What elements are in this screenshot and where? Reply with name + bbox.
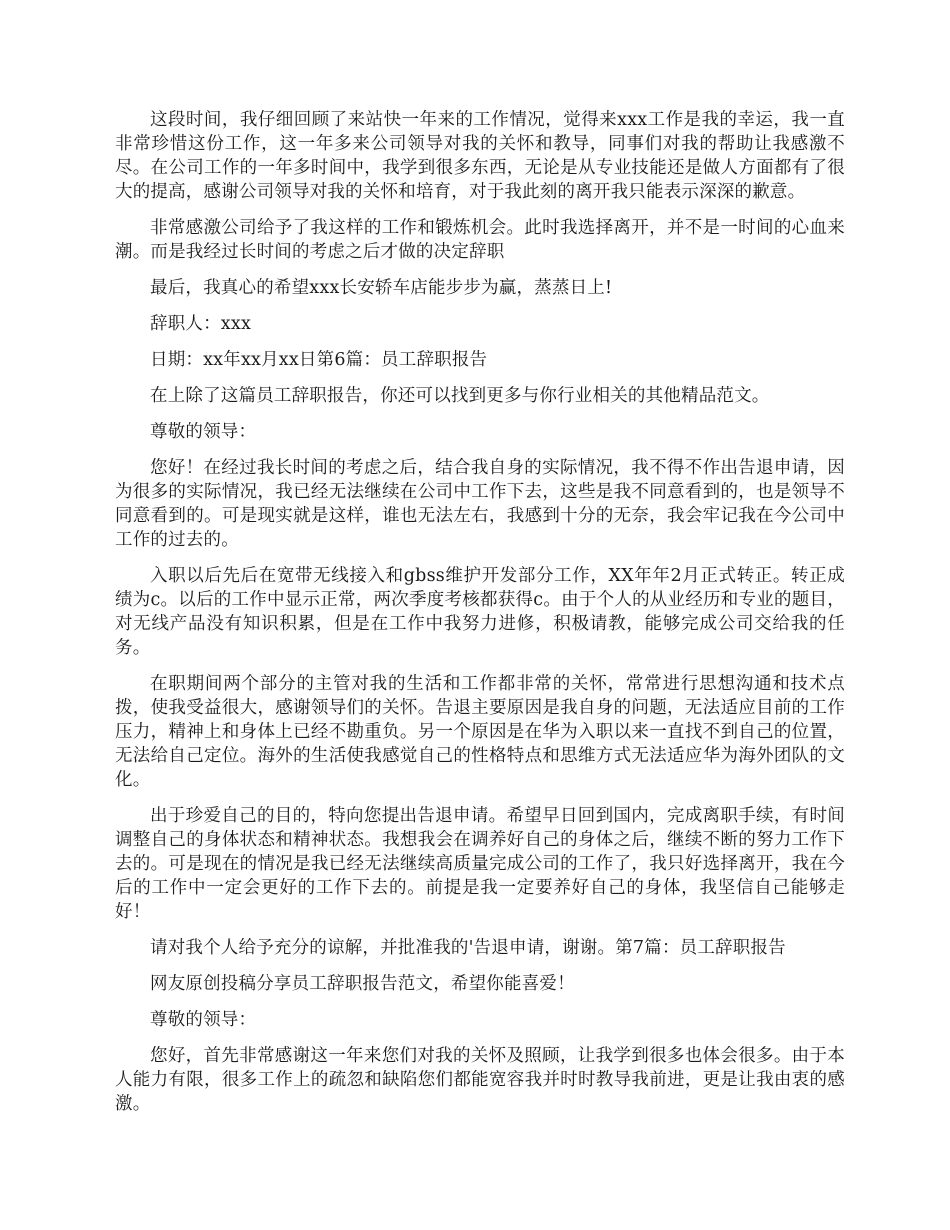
paragraph-thanks: 您好，首先非常感谢这一年来您们对我的关怀及照顾，让我学到很多也体会很多。由于本人能力有限，很多工作上的疏忽和缺陷您们都能宽容我并时时教导我前进，更是让我由衷的感激。 [115,1046,845,1114]
paragraph-request: 出于珍爱自己的目的，特向您提出告退申请。希望早日回到国内，完成离职手续，有时间调整自己的身体状态和精神状态。我想我会在调养好自己的身体之后，继续不断的努力工作下去的。可是现在的情况是我已经无法继续高质量完成公司的工作了，我只好选择离开，我在今后的工作中一定会更好的工作下去的。前提是我一定要养好自己的身体，我坚信自己能够走好！ [115,806,845,922]
paragraph-date: 日期：xx年xx月xx日第6篇：员工辞职报告 [150,350,488,370]
paragraph-closing: 请对我个人给予充分的谅解，并批准我的'告退申请，谢谢。第7篇：员工辞职报告 [150,938,786,958]
paragraph-reflection: 这段时间，我仔细回顾了来站快一年来的工作情况，觉得来xxx工作是我的幸运，我一直非常珍惜这份工作，这一年多来公司领导对我的关怀和教导，同事们对我的帮助让我感激不尽。在公司工作的一年多时间中，我学到很多东西，无论是从专业技能还是做人方面都有了很大的提高，感谢公司领导对我的关怀和培育，对于我此刻的离开我只能表示深深的歉意。 [115,110,845,202]
paragraph-wishes: 最后，我真心的希望xxx长安轿车店能步步为赢，蒸蒸日上! [150,278,613,298]
paragraph-work-history: 入职以后先后在宽带无线接入和gbss维护开发部分工作，XX年年2月正式转正。转正成绩为c。以后的工作中显示正常，两次季度考核都获得c。由于个人的从业经历和专业的题目，对无线产品没有知识积累，但是在工作中我努力进修，积极请教，能够完成公司交给我的任务。 [115,566,845,658]
paragraph-resigner: 辞职人：xxx [150,314,252,334]
document-body [115,108,845,1128]
paragraph-reasons: 在职期间两个部分的主管对我的生活和工作都非常的关怀，常常进行思想沟通和技术点拨，使我受益很大，感谢领导们的关怀。告退主要原因是我自身的问题，无法适应目前的工作压力，精神上和身体上已经不勘重负。另一个原因是在华为入职以来一直找不到自己的位置，无法给自己定位。海外的生活使我感觉自己的性格特点和思维方式无法适应华为海外团队的文化。 [115,674,845,790]
paragraph-greeting: 您好！在经过我长时间的考虑之后，结合我自身的实际情况，我不得不作出告退申请，因为很多的实际情况，我已经无法继续在公司中工作下去，这些是我不同意看到的，也是领导不同意看到的。可是现实就是这样，谁也无法左右，我感到十分的无奈，我会牢记我在今公司中工作的过去的。 [115,458,845,550]
paragraph-salutation: 尊敬的领导： [150,422,257,442]
paragraph-share: 网友原创投稿分享员工辞职报告范文，希望你能喜爱！ [150,974,575,994]
paragraph-salutation-2: 尊敬的领导： [150,1010,257,1030]
paragraph-intro: 在上除了这篇员工辞职报告，你还可以找到更多与你行业相关的其他精品范文。 [150,386,770,406]
paragraph-gratitude: 非常感激公司给予了我这样的工作和锻炼机会。此时我选择离开，并不是一时间的心血来潮。而是我经过长时间的考虑之后才做的决定辞职 [115,218,845,262]
